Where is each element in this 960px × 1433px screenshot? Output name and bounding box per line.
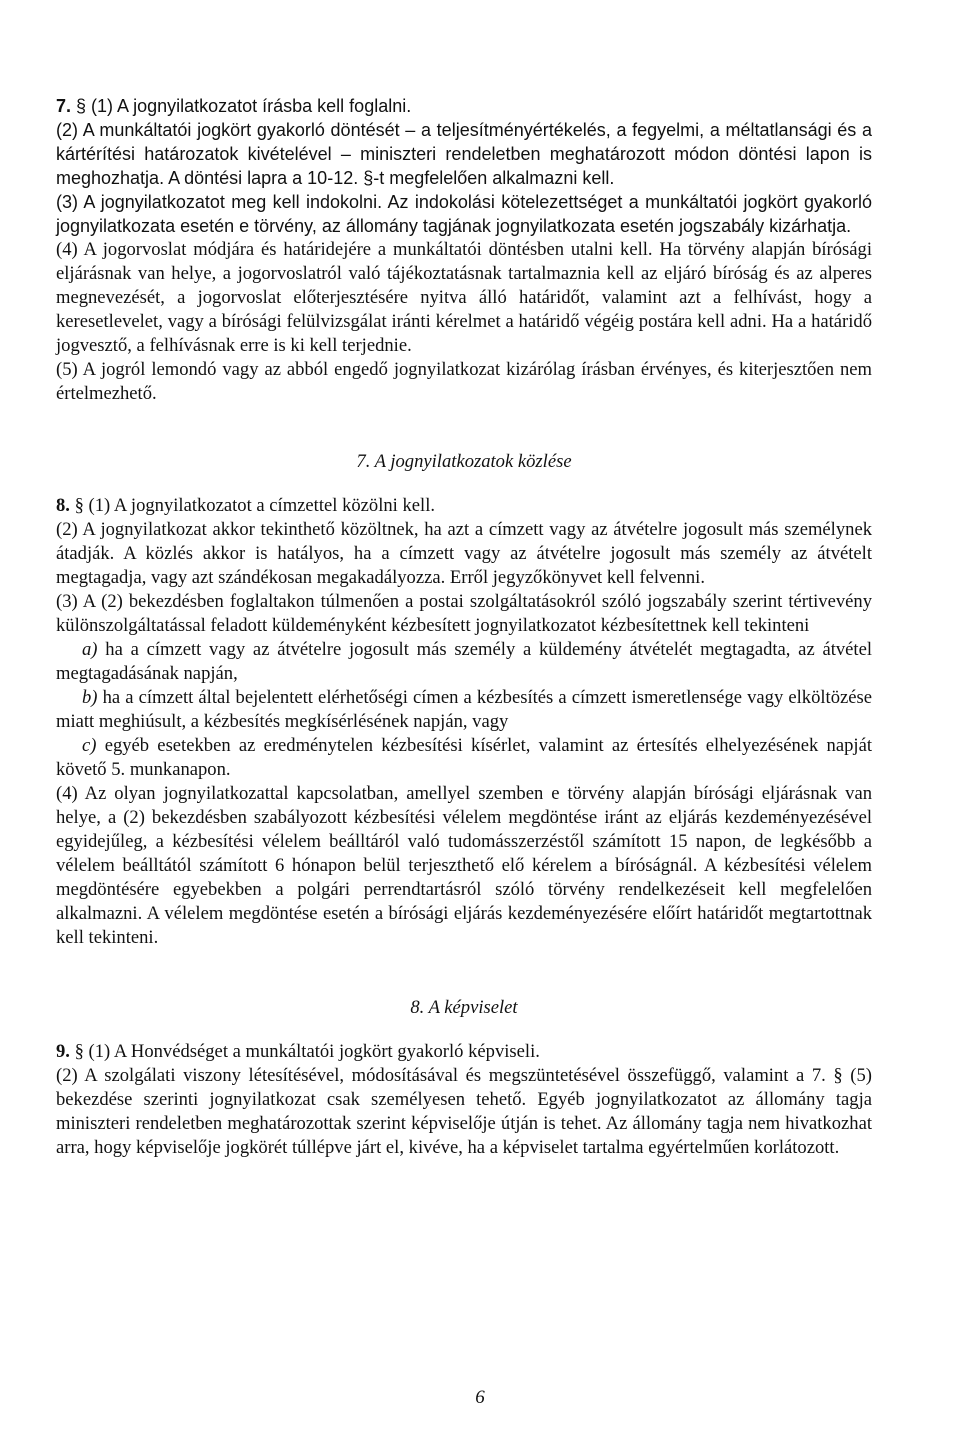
s7-p2: (2) A munkáltatói jogkört gyakorló döntését – a teljesítményértékelés, a fegyelmi, a méltatlansági és a kártérítési határozatok kivételével – miniszteri rendeletben meghatározott módon döntési lapon is meghozhatja. A döntési lapra a 10-12. §-t megfelelően alkalmazni kell. — [56, 120, 872, 188]
s9-p1 — [56, 1040, 872, 1064]
s9-p2: (2) A szolgálati viszony létesítésével, módosításával és megszüntetésével összefüggő, valamint a 7. § (5) bekezdése szerinti jognyilatkozat csak személyesen tehető. Egyéb jognyilatkozatot az állomány tagja miniszteri rendeletben meghatározottak szerint képviselője útján is tehet. Az állomány tagja nem hivatkozhat arra, hogy képviselője jogkörét túllépve járt el, kivéve, ha a képviselet tartalma egyértelműen korlátozott. — [56, 1065, 872, 1158]
s8-p3: (3) A (2) bekezdésben foglaltakon túlmenően a postai szolgáltatásokról szóló jogszabály szerint tértivevény különszolgáltatással feladott küldeményként kézbesített jognyilatkozatot kézbesítettnek kell tekinteni — [56, 591, 872, 636]
s8-point-a — [56, 638, 872, 686]
point-label: a) — [82, 639, 98, 660]
point-text: ha a címzett által bejelentett elérhetőségi címen a kézbesítés a címzett ismeretlensége vagy elköltözése miatt meghiúsult, a kézbesítés megkísérlésének napján, vagy — [56, 687, 872, 732]
s7-p5: (5) A jogról lemondó vagy az abból engedő jognyilatkozat kizárólag írásban érvényes, és kiterjesztően nem értelmezhető. — [56, 359, 872, 404]
s7-p1-text: § (1) A jognyilatkozatot írásba kell foglalni. — [76, 96, 412, 116]
s8-p1 — [56, 494, 872, 518]
s8-p1-text: § (1) A jognyilatkozatot a címzettel közölni kell. — [74, 495, 436, 516]
s7-p3: (3) A jognyilatkozatot meg kell indokolni. Az indokolási kötelezettséget a munkáltatói jogkört gyakorló jognyilatkozata esetén e törvény, az állomány tagjának jognyilatkozata esetén jogszabály kizárhatja. — [56, 192, 872, 236]
section-heading-communication: 7. A jognyilatkozatok közlése — [356, 451, 572, 472]
section-number: 9. — [56, 1041, 70, 1062]
s8-point-b — [56, 686, 872, 734]
s7-p4: (4) A jogorvoslat módjára és határidejére a munkáltatói döntésben utalni kell. Ha törvény alapján bírósági eljárásnak van helye, a jogorvoslatról való tájékoztatásnak tartalmaznia kell az eljáró bíróság és az alperes megnevezését, a jogorvoslat előterjesztésére nyitva álló határidőt, valamint azt a felhívást, hogy a keresetlevelet, vagy a bírósági felülvizsgálat iránti kérelmet a határidő végéig postára kell adni. Ha a határidő jogvesztő, a felhívásnak erre is ki kell terjednie. — [56, 239, 872, 356]
point-text: egyéb esetekben az eredménytelen kézbesítési kísérlet, valamint az értesítés elhelyezésének napját követő 5. munkanapon. — [56, 735, 872, 780]
s8-p2: (2) A jognyilatkozat akkor tekinthető közöltnek, ha azt a címzett vagy az átvételre jogosult más személynek átadják. A közlés akkor is hatályos, ha a címzett vagy az átvételre jogosult más személy az átvételt megtagadja, vagy azt szándékosan megakadályozza. Erről jegyzőkönyvet kell felvenni. — [56, 519, 872, 588]
s8-point-c — [56, 734, 872, 782]
section-number: 7. — [56, 96, 72, 116]
s7-p1 — [56, 94, 872, 118]
point-label: c) — [82, 735, 97, 756]
page-number: 6 — [475, 1387, 485, 1408]
point-label: b) — [82, 687, 98, 708]
s8-p4: (4) Az olyan jognyilatkozattal kapcsolatban, amellyel szemben e törvény alapján bírósági eljárásnak van helye, a (2) bekezdésben szabályozott kézbesítési vélelem megdöntése iránt az eljárás kezdeményezésével egyidejűleg, a kézbesítési vélelem beálltáról való tudomásszerzéstől számított 15 napon, de legkésőbb a vélelem beálltától számított 6 hónapon belül terjeszthető elő kérelem a bíróságnál. A kézbesítési vélelem megdöntésére egyebekben a polgári perrendtartásról szóló törvény rendelkezéseit kell megfelelően alkalmazni. A vélelem megdöntése esetén a bírósági eljárás kezdeményezésére előírt határidőt megtartottnak kell tekinteni. — [56, 783, 872, 948]
point-text: ha a címzett vagy az átvételre jogosult más személy a küldemény átvételét megtagadta, az átvétel megtagadásának napján, — [56, 639, 872, 684]
section-number: 8. — [56, 495, 70, 516]
s9-p1-text: § (1) A Honvédséget a munkáltatói jogkört gyakorló képviseli. — [74, 1041, 540, 1062]
section-heading-representation: 8. A képviselet — [410, 997, 518, 1018]
document-body — [56, 94, 872, 1160]
